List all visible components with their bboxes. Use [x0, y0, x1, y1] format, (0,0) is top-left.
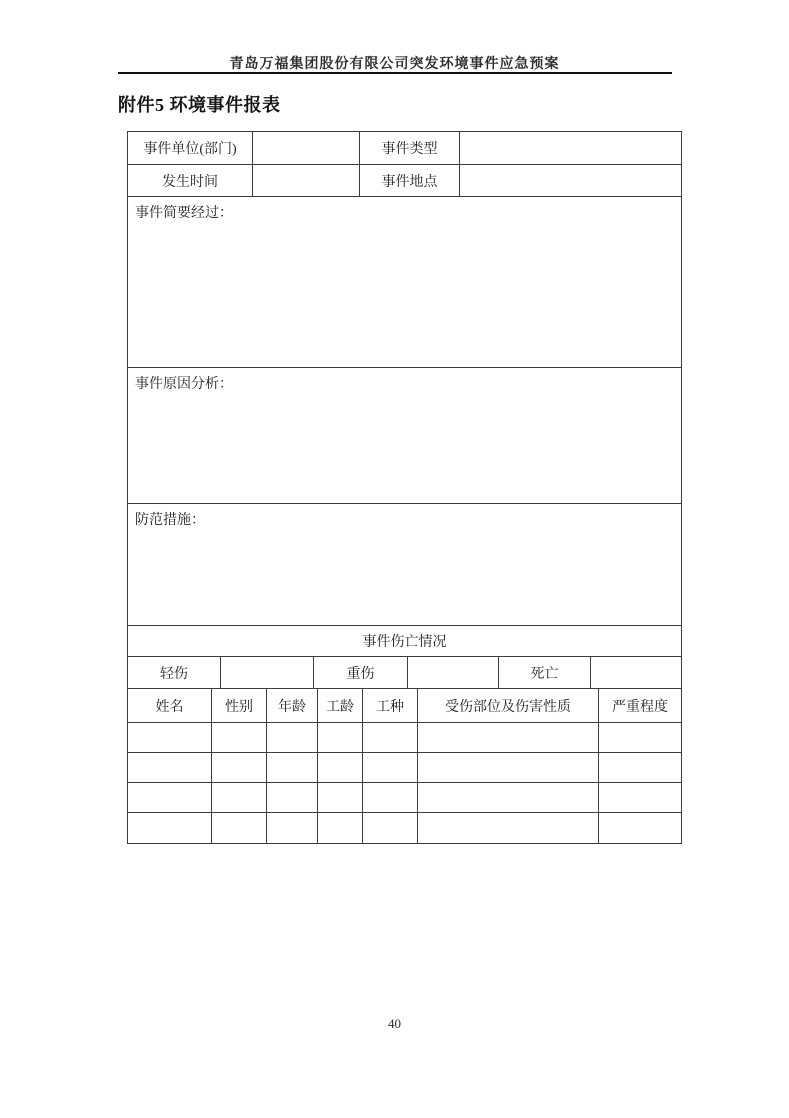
victim-cell — [363, 813, 418, 843]
victim-cell — [599, 753, 681, 782]
victim-cell — [363, 723, 418, 752]
victim-cell — [418, 753, 599, 782]
victim-column-age: 年龄 — [267, 689, 318, 722]
info-value-incident-unit — [253, 132, 360, 164]
victim-cell — [599, 783, 681, 812]
victim-row — [128, 753, 681, 783]
section-row-preventive-measures — [128, 504, 681, 626]
section-label-brief-course: 事件简要经过： — [135, 206, 233, 221]
info-row-time-place — [128, 165, 681, 197]
severity-label-minor-injury: 轻伤 — [128, 657, 221, 688]
incident-report-table — [127, 131, 682, 844]
victim-cell — [418, 813, 599, 843]
victim-cell — [212, 723, 267, 752]
victim-column-service-years: 工龄 — [318, 689, 363, 722]
casualty-header-row — [128, 626, 681, 657]
victim-cell — [212, 753, 267, 782]
victim-column-name: 姓名 — [128, 689, 212, 722]
victim-cell — [128, 783, 212, 812]
victim-row — [128, 813, 681, 843]
victim-cell — [128, 723, 212, 752]
severity-value-death — [591, 657, 681, 688]
victim-cell — [318, 753, 363, 782]
severity-value-minor-injury — [221, 657, 314, 688]
section-row-brief-course — [128, 197, 681, 368]
victim-cell — [318, 783, 363, 812]
severity-label-death: 死亡 — [499, 657, 591, 688]
victim-row — [128, 783, 681, 813]
header-rule — [118, 72, 672, 74]
severity-label-serious-injury: 重伤 — [314, 657, 408, 688]
info-label-incident-unit: 事件单位(部门) — [128, 132, 253, 164]
victim-cell — [212, 813, 267, 843]
severity-value-serious-injury — [408, 657, 499, 688]
victim-cell — [363, 753, 418, 782]
victim-cell — [267, 753, 318, 782]
document-header-title: 青岛万福集团股份有限公司突发环境事件应急预案 — [229, 57, 560, 72]
victim-cell — [418, 723, 599, 752]
info-value-incident-type — [460, 132, 681, 164]
info-row-unit-type — [128, 132, 681, 165]
victim-cell — [267, 813, 318, 843]
attachment-title: 附件5 环境事件报表 — [118, 95, 281, 115]
section-cell-brief-course — [128, 197, 681, 367]
victim-cell — [318, 813, 363, 843]
victim-row — [128, 723, 681, 753]
victim-cell — [318, 723, 363, 752]
victim-column-gender: 性别 — [212, 689, 267, 722]
victim-columns-header-row — [128, 689, 681, 723]
info-value-occurrence-time — [253, 165, 360, 196]
section-row-cause-analysis — [128, 368, 681, 504]
victim-cell — [599, 813, 681, 843]
casualty-section-header: 事件伤亡情况 — [362, 635, 447, 650]
victim-cell — [599, 723, 681, 752]
severity-row — [128, 657, 681, 689]
victim-cell — [212, 783, 267, 812]
info-value-incident-place — [460, 165, 681, 196]
victim-cell — [363, 783, 418, 812]
section-label-preventive-measures: 防范措施： — [135, 513, 205, 528]
victim-cell — [267, 783, 318, 812]
victim-cell — [128, 753, 212, 782]
section-label-cause-analysis: 事件原因分析： — [135, 377, 233, 392]
section-cell-preventive-measures — [128, 504, 681, 625]
info-label-incident-place: 事件地点 — [360, 165, 460, 196]
victim-cell — [128, 813, 212, 843]
victim-cell — [267, 723, 318, 752]
victim-cell — [418, 783, 599, 812]
info-label-incident-type: 事件类型 — [360, 132, 460, 164]
section-cell-cause-analysis — [128, 368, 681, 503]
info-label-occurrence-time: 发生时间 — [128, 165, 253, 196]
victim-column-job-type: 工种 — [363, 689, 418, 722]
victim-column-severity: 严重程度 — [612, 699, 668, 715]
page-number: 40 — [388, 1016, 401, 1031]
victim-column-injury-part-nature: 受伤部位及伤害性质 — [418, 689, 599, 722]
